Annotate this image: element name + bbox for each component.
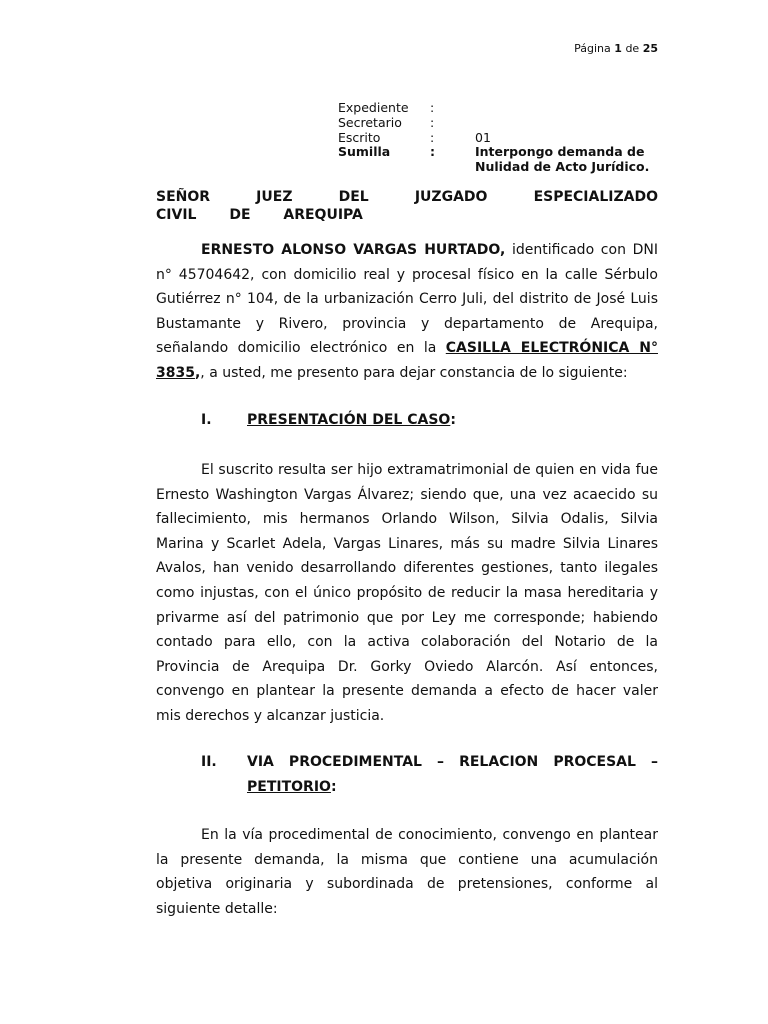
page-total: 25 <box>642 42 658 55</box>
section-1-colon: : <box>450 412 456 428</box>
section-2-colon: : <box>330 779 337 795</box>
intro-text-1: identificado con DNI n° 45704642, con domicilio real y procesal físico en la calle Sérbulo Gutiérrez n° 104, de la urbanización Cerro Juli, del distrito de José Luis Bustamante y Rivero, provincia y departamento de Arequipa, señalando domicilio electrónico en la <box>156 242 658 357</box>
section-2-title-line2-wrap <box>247 775 337 800</box>
sumilla-label: Sumilla <box>338 144 391 160</box>
addressee: SEÑOR JUEZ DEL JUZGADO ESPECIALIZADO CIVIL DE AREQUIPA <box>156 189 658 223</box>
intro-paragraph <box>156 238 658 386</box>
expediente-colon: : <box>430 100 435 115</box>
secretario-row <box>338 116 670 131</box>
sumilla-value-line2: Nulidad de Acto Jurídico. <box>475 159 650 175</box>
secretario-label: Secretario <box>338 114 402 130</box>
escrito-colon: : <box>430 129 435 145</box>
case-info-block <box>338 101 670 175</box>
intro-text-2: , a usted, me presento para dejar constancia de lo siguiente: <box>200 364 628 381</box>
escrito-label: Escrito <box>338 129 381 145</box>
escrito-row <box>338 131 670 146</box>
sumilla-colon: : <box>430 144 435 160</box>
page-of: de <box>625 42 640 55</box>
sumilla-value-line1: Interpongo demanda de <box>475 144 645 160</box>
section-2-title-line2: PETITORIO <box>247 779 331 795</box>
section-1-title: PRESENTACIÓN DEL CASO <box>247 412 451 428</box>
page-number <box>574 42 658 55</box>
section-2-title-line1: VIA PROCEDIMENTAL – RELACION PROCESAL – <box>247 754 658 770</box>
page-current: 1 <box>614 42 622 55</box>
sumilla-row <box>338 145 670 160</box>
expediente-row <box>338 101 670 116</box>
plaintiff-name: ERNESTO ALONSO VARGAS HURTADO, <box>201 242 506 258</box>
section-2-number: II. <box>201 754 217 770</box>
escrito-value: 01 <box>475 129 491 145</box>
section-2-body: En la vía procedimental de conocimiento, convengo en plantear la presente demanda, la misma que contiene una acumulación objetiva originaria y subordinada de pretensiones, conforme al siguiente detalle: <box>156 827 658 917</box>
sumilla-row-2 <box>338 160 670 175</box>
casilla-electronica: CASILLA ELECTRÓNICA N° 3835 <box>156 340 658 381</box>
intro-comma: , <box>194 364 201 381</box>
section-1-number: I. <box>201 412 212 428</box>
expediente-label: Expediente <box>338 100 409 115</box>
secretario-colon: : <box>430 114 435 130</box>
section-1-body: El suscrito resulta ser hijo extramatrimonial de quien en vida fue Ernesto Washington Vargas Álvarez; siendo que, una vez acaecido su fallecimiento, mis hermanos Orlando Wilson, Silvia Odalis, Silvia Marina y Scarlet Adela, Vargas Linares, más su madre Silvia Linares Avalos, han venido desarrollando diferentes gestiones, tanto ilegales como injustas, con el único propósito de reducir la masa hereditaria y privarme así del patrimonio que por Ley me corresponde; habiendo contado para ello, con la activa colaboración del Notario de la Provincia de Arequipa Dr. Gorky Oviedo Alarcón. Así entonces, convengo en plantear la presente demanda a efecto de hacer valer mis derechos y alcanzar justicia. <box>156 462 658 724</box>
section-1-heading <box>201 408 456 433</box>
page-label: Página <box>574 42 611 55</box>
